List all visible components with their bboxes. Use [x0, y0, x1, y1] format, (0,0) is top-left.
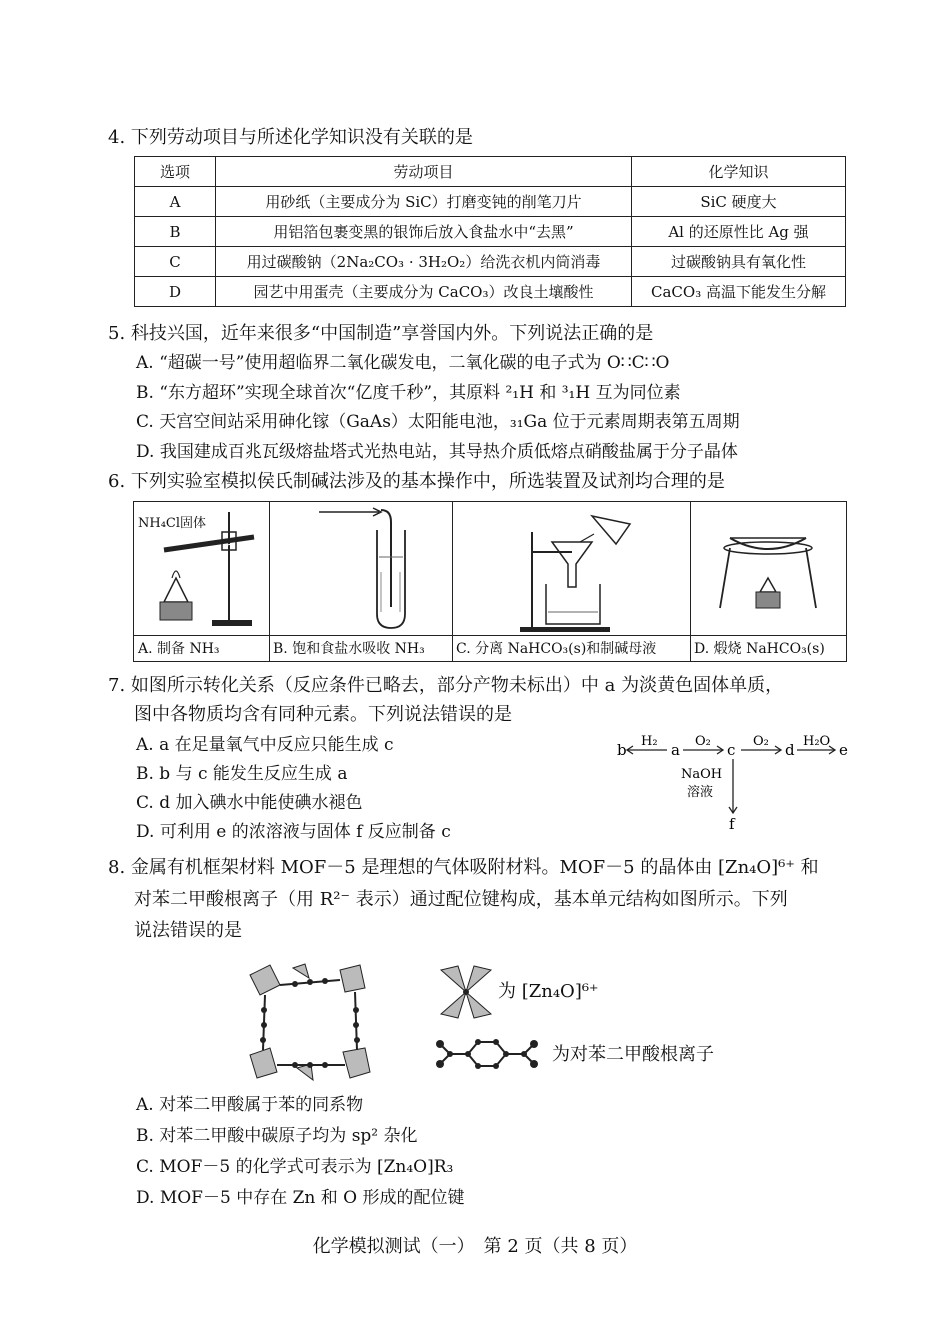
q7-option-d: D. 可利用 e 的浓溶液与固体 f 反应制备 c: [136, 822, 451, 842]
nh4cl-label: NH₄Cl固体: [138, 516, 207, 531]
q7-conversion-diagram: [615, 733, 855, 833]
node-c: c: [727, 741, 736, 759]
node-d: d: [785, 741, 795, 759]
q6-apparatus-panel: [133, 501, 847, 662]
q5-option-b: B. “东方超环”实现全球首次“亿度千秒”，其原料 ²₁H 和 ³₁H 互为同位素: [136, 383, 681, 403]
node-e: e: [839, 741, 848, 759]
filtration-drawing: [452, 502, 690, 635]
caption-c: C. 分离 NaHCO₃(s)和制碱母液: [452, 635, 690, 661]
q4-stem: 4. 下列劳动项目与所述化学知识没有关联的是: [108, 127, 473, 148]
q5-option-c: C. 天宫空间站采用砷化镓（GaAs）太阳能电池，₃₁Ga 位于元素周期表第五周期: [136, 412, 740, 432]
q5-option-d: D. 我国建成百兆瓦级熔盐塔式光热电站，其导热介质低熔点硝酸盐属于分子晶体: [136, 442, 738, 462]
q8-option-c: C. MOF－5 的化学式可表示为 [Zn₄O]R₃: [136, 1157, 454, 1177]
row-knowledge: SiC 硬度大: [632, 187, 846, 217]
row-labor: 用砂纸（主要成分为 SiC）打磨变钝的削笔刀片: [216, 187, 632, 217]
node-f: f: [729, 815, 735, 833]
q5-option-a: A. “超碳一号”使用超临界二氧化碳发电，二氧化碳的电子式为 O∷C∷O: [136, 353, 670, 373]
row-label: A: [135, 187, 216, 217]
q8-stem-1: 8. 金属有机框架材料 MOF－5 是理想的气体吸附材料。MOF－5 的晶体由 [Zn₄O]⁶⁺ 和: [108, 857, 819, 878]
node-a: a: [671, 741, 680, 759]
caption-b: B. 饱和食盐水吸收 NH₃: [269, 635, 452, 661]
node-b: b: [617, 741, 627, 759]
table-row: [135, 217, 846, 247]
header-knowledge: 化学知识: [632, 157, 846, 187]
label-o2-2: O₂: [753, 734, 769, 749]
header-labor: 劳动项目: [216, 157, 632, 187]
legend-terephthalate: 为对苯二甲酸根离子: [552, 1044, 714, 1065]
q7-stem-1: 7. 如图所示转化关系（反应条件已略去，部分产物未标出）中 a 为淡黄色固体单质，: [108, 675, 784, 696]
q7-stem-2: 图中各物质均含有同种元素。下列说法错误的是: [134, 704, 512, 725]
caption-d: D. 煅烧 NaHCO₃(s): [690, 635, 846, 661]
heating-apparatus-drawing: [134, 502, 269, 635]
q7-option-a: A. a 在足量氧气中反应只能生成 c: [136, 735, 394, 755]
row-knowledge: Al 的还原性比 Ag 强: [632, 217, 846, 247]
q4-table: [134, 156, 846, 307]
row-label: B: [135, 217, 216, 247]
q8-option-b: B. 对苯二甲酸中碳原子均为 sp² 杂化: [136, 1126, 418, 1146]
row-label: C: [135, 247, 216, 277]
row-label: D: [135, 277, 216, 307]
label-solution: 溶液: [687, 785, 714, 800]
q8-option-a: A. 对苯二甲酸属于苯的同系物: [136, 1095, 364, 1115]
q7-option-b: B. b 与 c 能发生反应生成 a: [136, 764, 348, 784]
zn4o-cluster-icon: [436, 962, 496, 1022]
mof5-structure-diagram: [245, 960, 385, 1090]
q7-option-c: C. d 加入碘水中能使碘水褪色: [136, 793, 363, 813]
q5-stem: 5. 科技兴国，近年来很多“中国制造”享誉国内外。下列说法正确的是: [108, 323, 654, 344]
row-labor: 用过碳酸钠（2Na₂CO₃ · 3H₂O₂）给洗衣机内筒消毒: [216, 247, 632, 277]
label-o2-1: O₂: [695, 734, 711, 749]
table-header-row: [135, 157, 846, 187]
caption-a: A. 制备 NH₃: [134, 635, 269, 661]
legend-zn4o: 为 [Zn₄O]⁶⁺: [498, 981, 599, 1002]
q8-stem-2: 对苯二甲酸根离子（用 R²⁻ 表示）通过配位键构成，基本单元结构如图所示。下列: [134, 889, 788, 910]
q8-option-d: D. MOF－5 中存在 Zn 和 O 形成的配位键: [136, 1188, 465, 1208]
label-naoh: NaOH: [681, 767, 723, 782]
q8-stem-3: 说法错误的是: [134, 920, 242, 941]
terephthalate-icon: [434, 1036, 549, 1076]
label-h2: H₂: [641, 734, 658, 749]
table-row: [135, 187, 846, 217]
absorption-tube-drawing: [269, 502, 452, 635]
page-footer: 化学模拟测试（一） 第 2 页（共 8 页）: [312, 1236, 638, 1257]
crucible-drawing: [690, 502, 846, 635]
row-knowledge: CaCO₃ 高温下能发生分解: [632, 277, 846, 307]
row-labor: 用铝箔包裹变黑的银饰后放入食盐水中“去黑”: [216, 217, 632, 247]
row-labor: 园艺中用蛋壳（主要成分为 CaCO₃）改良土壤酸性: [216, 277, 632, 307]
header-option: 选项: [135, 157, 216, 187]
row-knowledge: 过碳酸钠具有氧化性: [632, 247, 846, 277]
q6-stem: 6. 下列实验室模拟侯氏制碱法涉及的基本操作中，所选装置及试剂均合理的是: [108, 471, 725, 492]
table-row: [135, 277, 846, 307]
table-row: [135, 247, 846, 277]
label-h2o: H₂O: [803, 734, 831, 749]
